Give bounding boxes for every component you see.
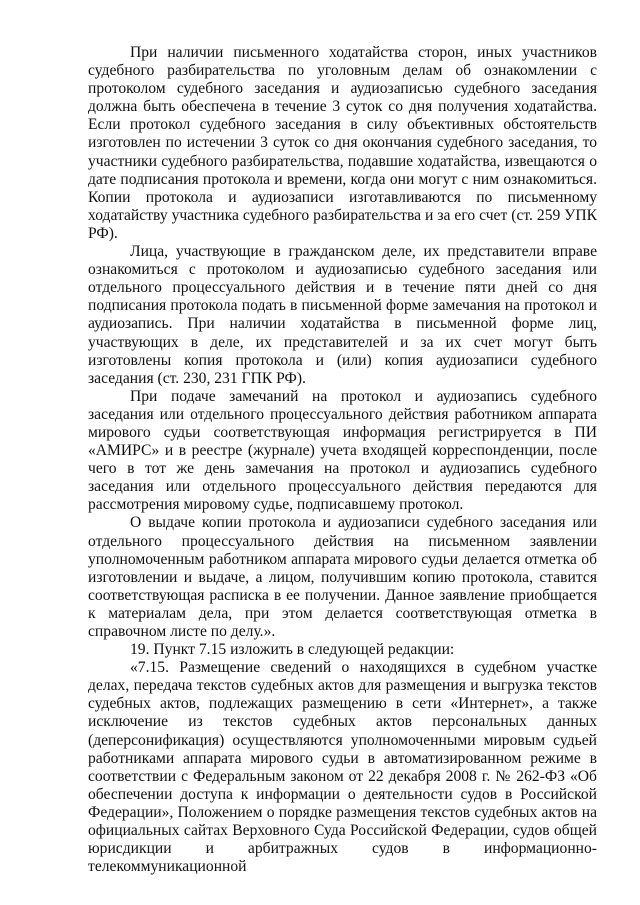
paragraph-court-session-protocol-criminal: При наличии письменного ходатайства сторон, иных участников судебного разбирательства по уголовным делам об ознакомлении с протоколом судебного заседания и аудиозаписью судебного заседания должна быть обеспечена в течение 3 суток со дня получения ходатайства. Если протокол судебного заседания в силу объективных обстоятельств изготовлен по истечении 3 суток со дня окончания судебного заседания, то участники судебного разбирательства, подавшие ходатайства, извещаются о дате подписания протокола и времени, когда они могут с ним ознакомиться. Копии протокола и аудиозаписи изготавливаются по письменному ходатайству участника судебного разбирательства и за его счет (ст. 259 УПК РФ). bbox=[88, 44, 597, 242]
paragraph-item-7-15: «7.15. Размещение сведений о находящихся в судебном участке делах, передача текстов судебных актов для размещения и выгрузка текстов судебных актов, подлежащих размещению в сети «Интернет», а также исключение из текстов судебных актов персональных данных (деперсонификация) осуществляются уполномоченными мировым судьей работниками аппарата мирового судьи в автоматизированном режиме в соответствии с Федеральным законом от 22 декабря 2008 г. № 262-ФЗ «Об обеспечении доступа к информации о деятельности судов в Российской Федерации», Положением о порядке размещения текстов судебных актов на официальных сайтах Верховного Суда Российской Федерации, судов общей юрисдикции и арбитражных судов в информационно-телекоммуникационной bbox=[88, 659, 597, 876]
paragraph-copy-issuance: О выдаче копии протокола и аудиозаписи судебного заседания или отдельного процессуального действия на письменном заявлении уполномоченным работником аппарата мирового судьи делается отметка об изготовлении и выдаче, а лицом, получившим копию протокола, ставится соответствующая расписка в ее получении. Данное заявление приобщается к материалам дела, при этом делается соответствующая отметка в справочном листе по делу.». bbox=[88, 514, 597, 640]
paragraph-remarks-registration: При подаче замечаний на протокол и аудиозапись судебного заседания или отдельного процессуального действия работником аппарата мирового судьи соответствующая информация регистрируется в ПИ «АМИРС» и в реестре (журнале) учета входящей корреспонденции, после чего в тот же день замечания на протокол и аудиозапись судебного заседания или отдельного процессуального действия передаются для рассмотрения мировому судье, подписавшему протокол. bbox=[88, 387, 597, 514]
document-page bbox=[88, 44, 597, 876]
paragraph-civil-case-review: Лица, участвующие в гражданском деле, их представители вправе ознакомиться с протоколом и аудиозаписью судебного заседания или отдельного процессуального действия и в течение пяти дней со дня подписания протокола подать в письменной форме замечания на протокол и аудиозапись. При наличии ходатайства в письменной форме лиц, участвующих в деле, их представителей и за их счет могут быть изготовлены копия протокола и (или) копия аудиозаписи судебного заседания (ст. 230, 231 ГПК РФ). bbox=[88, 243, 597, 387]
paragraph-amendment-item-19: 19. Пункт 7.15 изложить в следующей редакции: bbox=[130, 641, 455, 659]
